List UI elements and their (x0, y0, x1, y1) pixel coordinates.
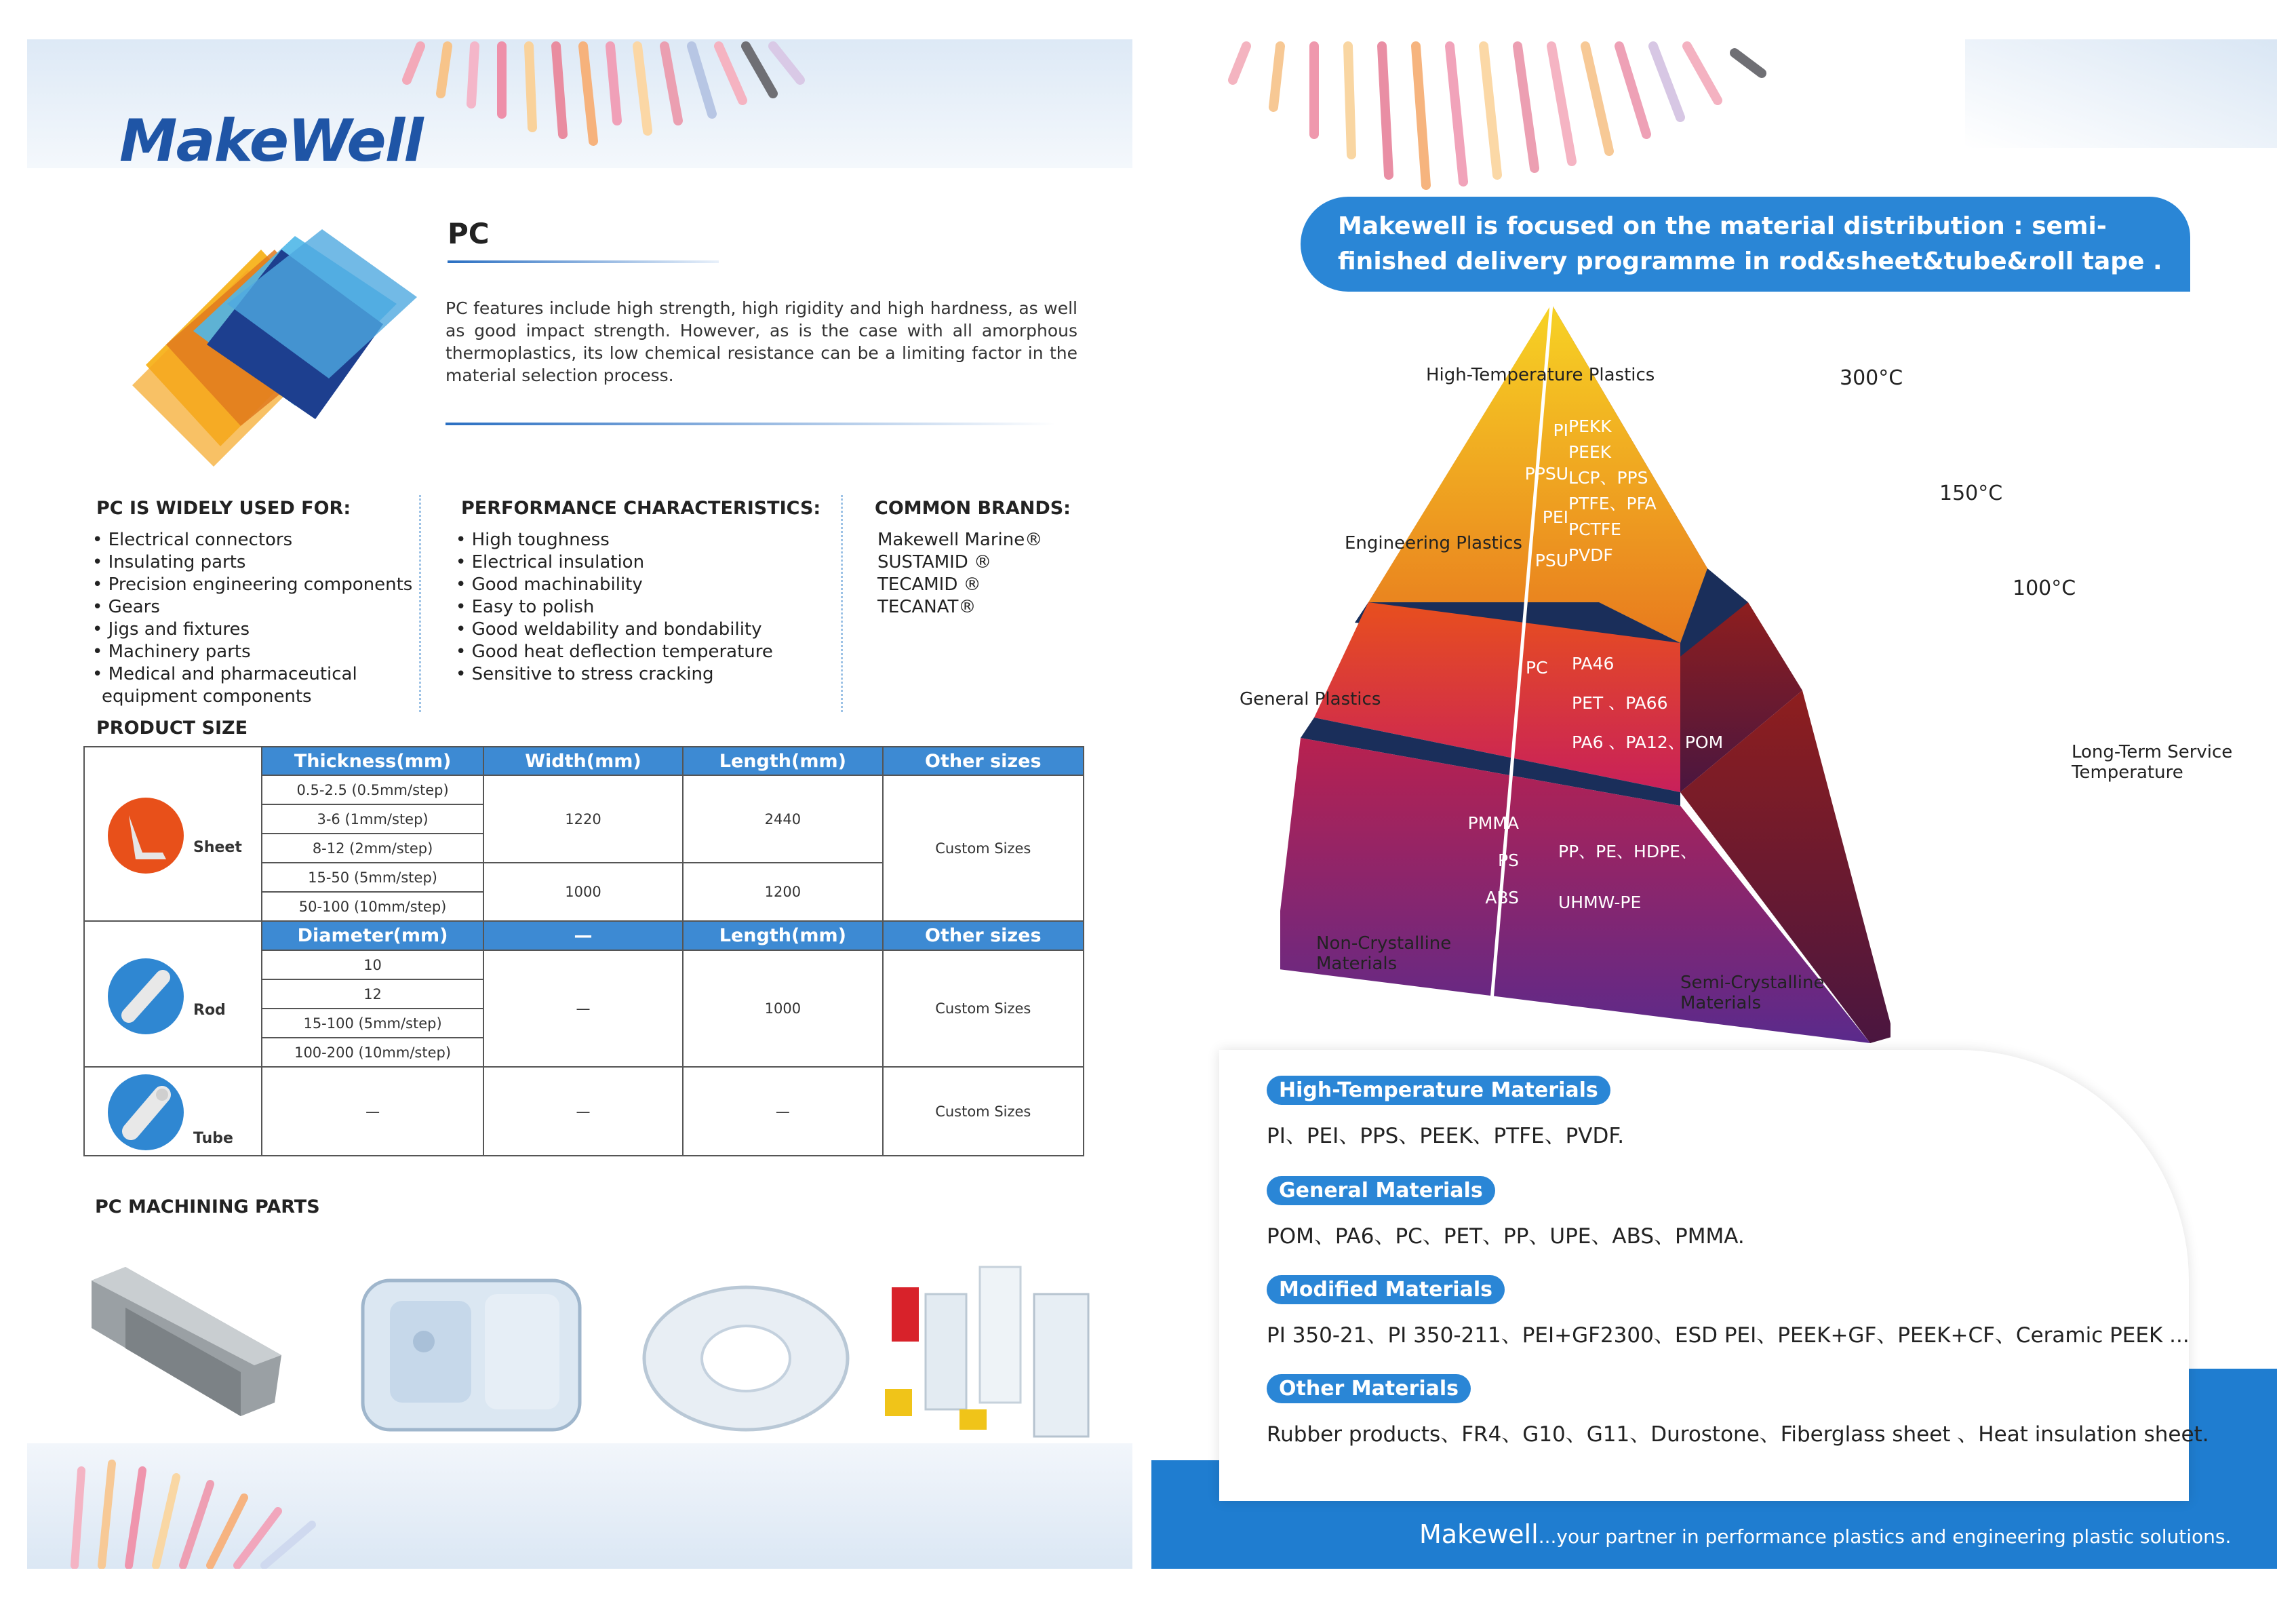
material-label: PPSU (1524, 464, 1568, 484)
material-tag: Other Materials (1267, 1374, 1471, 1403)
pyramid-bottom-right (1558, 826, 1697, 928)
pc-sheets-image (92, 222, 444, 487)
material-group (1267, 1076, 2209, 1176)
decorative-stripes-top (393, 39, 868, 168)
machining-heading: PC MACHINING PARTS (95, 1196, 320, 1217)
table-cell: — (262, 1067, 483, 1156)
temp-100-label: 100°C (2013, 577, 2076, 600)
material-label: LCP、PPS (1568, 468, 1648, 488)
material-group (1267, 1176, 2209, 1275)
tube-icon (105, 1072, 186, 1153)
table-cell: 1000 (683, 950, 882, 1067)
material-label: ABS (1485, 888, 1519, 907)
table-cell: 1200 (683, 863, 882, 921)
description-divider (446, 423, 1056, 425)
clear-ring-part-image (637, 1281, 854, 1437)
temp-300-label: 300°C (1840, 366, 1903, 390)
long-term-temp-label: Long-Term Service Temperature (2072, 742, 2233, 783)
general-plastics-label: General Plastics (1240, 689, 1381, 709)
list-item: • Sensitive to stress cracking (456, 664, 714, 684)
material-label: PSU (1535, 551, 1568, 570)
list-item: • Good heat deflection temperature (456, 642, 773, 662)
col-header: Width(mm) (483, 747, 683, 775)
material-label: PCTFE (1568, 520, 1621, 539)
list-item: • Electrical connectors (92, 530, 293, 550)
uses-list (92, 529, 412, 708)
material-label: PEI (1542, 507, 1568, 527)
u-channel-part-image (85, 1253, 288, 1430)
col-header: Diameter(mm) (262, 921, 483, 950)
table-cell: Custom Sizes (883, 950, 1084, 1067)
table-cell: 15-50 (5mm/step) (262, 863, 483, 892)
table-cell: 50-100 (10mm/step) (262, 892, 483, 921)
top-sky (1965, 39, 2277, 148)
brands-heading: COMMON BRANDS: (875, 498, 1071, 519)
list-item: • Jigs and fixtures (92, 619, 250, 640)
table-cell: 15-100 (5mm/step) (262, 1009, 483, 1038)
material-label: UHMW-PE (1558, 893, 1642, 912)
list-item: • Good weldability and bondability (456, 619, 762, 640)
material-text: Rubber products、FR4、G10、G11、Durostone、Fiberglass sheet 、Heat insulation sheet. (1267, 1422, 2209, 1447)
list-item: • Gears (92, 597, 160, 617)
col-header: Other sizes (883, 921, 1084, 950)
sheet-label: Sheet (193, 839, 242, 856)
list-item: TECANAT® (877, 597, 976, 617)
material-label: PMMA (1467, 813, 1519, 833)
table-cell: 8-12 (2mm/step) (262, 834, 483, 863)
col-header: Length(mm) (683, 921, 882, 950)
material-label: PI (1553, 421, 1568, 440)
table-cell: 10 (262, 950, 483, 979)
col-header: Other sizes (883, 747, 1084, 775)
list-item: • Insulating parts (92, 552, 246, 572)
temp-150-label: 150°C (1939, 482, 2003, 505)
list-item: equipment components (102, 686, 312, 707)
tube-label: Tube (193, 1130, 233, 1147)
table-row (84, 747, 1084, 775)
materials-section (1267, 1076, 2209, 1447)
material-tag: High-Temperature Materials (1267, 1076, 1610, 1105)
col-header: Thickness(mm) (262, 747, 483, 775)
table-cell: 2440 (683, 775, 882, 863)
high-temp-plastics-label: High-Temperature Plastics (1426, 365, 1655, 385)
clear-housing-part-image (336, 1260, 607, 1457)
list-item: • Good machinability (456, 574, 643, 595)
list-item: • Machinery parts (92, 642, 251, 662)
material-label: PTFE、PFA (1568, 494, 1657, 513)
list-item: • Easy to polish (456, 597, 595, 617)
table-cell: — (683, 1067, 882, 1156)
assorted-parts-image (878, 1253, 1129, 1457)
table-row (84, 1067, 1084, 1156)
product-size-heading: PRODUCT SIZE (96, 718, 248, 739)
list-item: • Electrical insulation (456, 552, 645, 572)
material-label: PS (1498, 851, 1519, 870)
list-item: SUSTAMID ® (877, 552, 992, 572)
material-label: PC (1526, 658, 1548, 678)
table-cell: — (483, 950, 683, 1067)
material-tag: General Materials (1267, 1176, 1495, 1205)
column-divider (841, 495, 843, 712)
sheet-icon (105, 795, 186, 876)
brands-list (877, 529, 1042, 619)
footer-brand: Makewell (1419, 1519, 1539, 1549)
product-title: PC (448, 217, 490, 250)
material-group (1267, 1275, 2209, 1374)
non-crystalline-label: Non-Crystalline Materials (1316, 933, 1452, 974)
material-label: PP、PE、HDPE、 (1558, 842, 1697, 861)
material-label: PEEK (1568, 442, 1612, 462)
material-group (1267, 1374, 2209, 1447)
product-description: PC features include high strength, high rigidity and high hardness, as well as good impact strength. However, as is the case with all amorphous thermoplastics, its low chemical resistance can be a limiting factor in the material selection process. (446, 298, 1077, 385)
material-label: PEKK (1568, 416, 1612, 436)
list-item: • Precision engineering components (92, 574, 413, 595)
table-cell: 3-6 (1mm/step) (262, 804, 483, 834)
rod-label: Rod (193, 1002, 226, 1019)
engineering-plastics-label: Engineering Plastics (1345, 533, 1522, 553)
material-label: PA46 (1572, 654, 1615, 673)
product-size-table (83, 746, 1084, 1156)
footer-tagline (1419, 1519, 2231, 1549)
table-cell: 100-200 (10mm/step) (262, 1038, 483, 1067)
focus-banner-text: Makewell is focused on the material distribution : semi-finished delivery programme in rod&sheet&tube&roll tape . (1338, 212, 2162, 275)
rod-cell (84, 921, 262, 1067)
material-label: PET 、PA66 (1572, 693, 1668, 713)
material-text: PI 350-21、PI 350-211、PEI+GF2300、ESD PEI、PEEK+GF、PEEK+CF、Ceramic PEEK ... (1267, 1323, 2190, 1348)
material-tag: Modified Materials (1267, 1275, 1505, 1304)
list-item: TECAMID ® (877, 574, 981, 595)
performance-list (456, 529, 773, 686)
table-cell: 0.5-2.5 (0.5mm/step) (262, 775, 483, 804)
list-item: Makewell Marine® (877, 530, 1043, 550)
table-cell: 1000 (483, 863, 683, 921)
pyramid-mid-right (1572, 644, 1723, 762)
material-label: PA6 、PA12、POM (1572, 732, 1724, 752)
column-divider (419, 495, 421, 712)
decorative-stripes-bottom (54, 1430, 366, 1569)
performance-heading: PERFORMANCE CHARACTERISTICS: (461, 498, 821, 519)
table-cell: 1220 (483, 775, 683, 863)
material-label: PVDF (1568, 545, 1613, 565)
table-cell: — (483, 1067, 683, 1156)
uses-heading: PC IS WIDELY USED FOR: (96, 498, 351, 519)
list-item: • Medical and pharmaceutical (92, 664, 357, 684)
table-cell: 12 (262, 979, 483, 1009)
col-header: — (483, 921, 683, 950)
sheet-cell (84, 747, 262, 921)
pyramid-top-left (1521, 409, 1568, 583)
right-page (1151, 39, 2277, 1569)
table-cell: Custom Sizes (883, 1067, 1084, 1156)
tube-cell (84, 1067, 262, 1156)
decorative-stripes-top (1206, 39, 1802, 202)
table-cell: Custom Sizes (883, 775, 1084, 921)
footer-tag: ...your partner in performance plastics and engineering plastic solutions. (1538, 1525, 2232, 1548)
material-text: POM、PA6、PC、PET、PP、UPE、ABS、PMMA. (1267, 1224, 1745, 1249)
rod-icon (105, 956, 186, 1037)
left-page (27, 39, 1132, 1569)
material-text: PI、PEI、PPS、PEEK、PTFE、PVDF. (1267, 1124, 1625, 1148)
brand-logo: MakeWell (119, 107, 422, 175)
col-header: Length(mm) (683, 747, 882, 775)
title-underline (448, 260, 719, 263)
list-item: • High toughness (456, 530, 610, 550)
semi-crystalline-label: Semi-Crystalline Materials (1680, 973, 1825, 1013)
pyramid-bottom-left (1465, 804, 1519, 916)
table-row (84, 921, 1084, 950)
pyramid-top-right (1568, 414, 1657, 568)
